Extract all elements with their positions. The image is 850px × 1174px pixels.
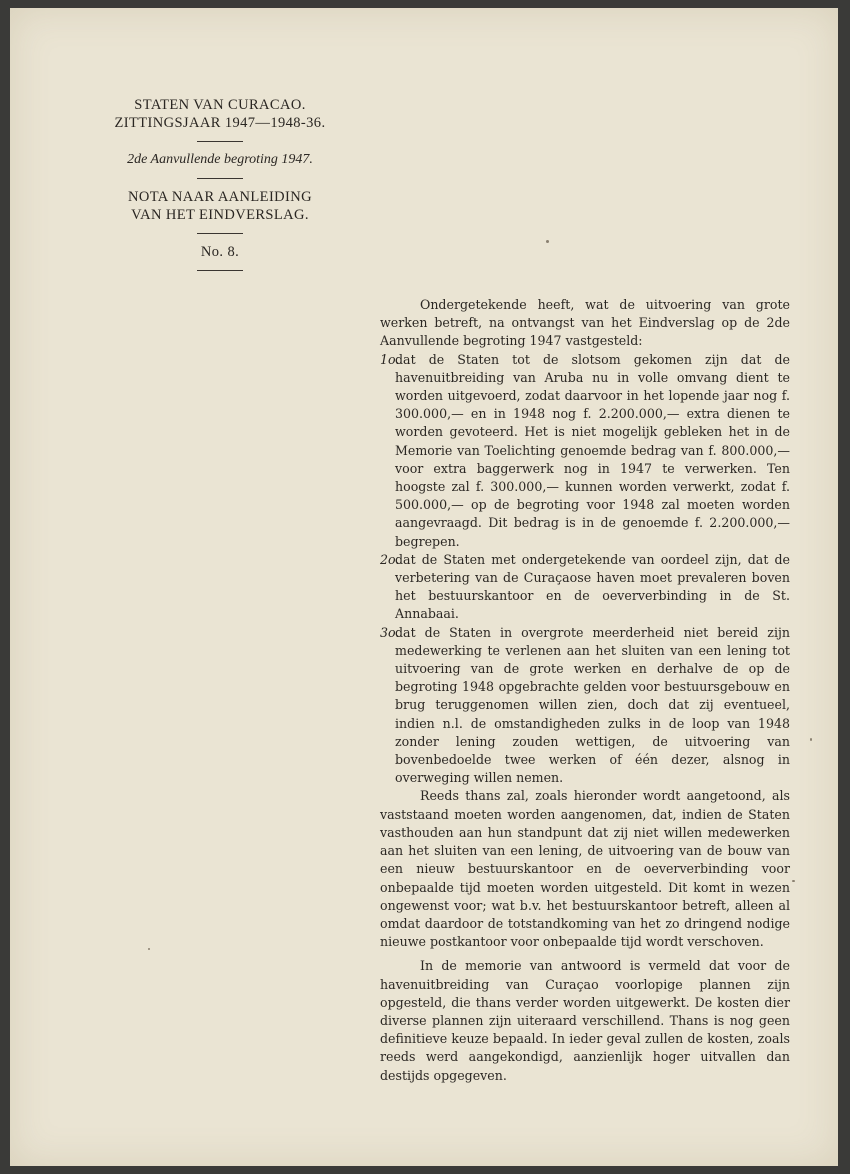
document-header <box>110 96 330 280</box>
list-item-text: dat de Staten in overgrote meerderheid niet bereid zijn medewerking te verlenen aan het sluiten van een lening tot uitvoering van de grote werken en derhalve de op de begroting 1948 opgebrachte gelden voor bestuursgebouw en brug teruggenomen willen zien, doch dat zij eventueel, indien n.l. de omstandigheden zulks in de loop van 1948 zonder lening zouden wettigen, de uitvoering van bovenbedoelde twee werken of één dezer, alsnog in overweging willen nemen. <box>395 624 790 786</box>
header-divider <box>197 270 243 271</box>
list-item <box>380 351 790 551</box>
body-paragraph-3: In de memorie van antwoord is vermeld dat voor de havenuitbreiding van Curaçao voorlopige plannen zijn opgesteld, die thans verder worden uitgewerkt. De kosten dier diverse plannen zijn uiteraard verschillend. Thans is nog geen definitieve keuze bepaald. In ieder geval zullen de kosten, zoals reeds werd aangekondigd, aanzienlijk hoger uitvallen dan destijds opgegeven. <box>380 958 790 1083</box>
header-number: No. 8. <box>200 244 240 260</box>
header-note-line2: VAN HET EINDVERSLAG. <box>131 207 309 223</box>
list-item <box>380 624 790 788</box>
list-item-text: dat de Staten met ondergetekende van oordeel zijn, dat de verbetering van de Curaçaose haven moet prevaleren boven het bestuurskantoor en de oeververbinding in de St. Annabaai. <box>395 551 790 622</box>
header-note-line1: NOTA NAAR AANLEIDING <box>127 189 313 205</box>
list-item-number: 1o. <box>380 351 400 367</box>
body-paragraph-2: Reeds thans zal, zoals hieronder wordt aangetoond, als vaststaand moeten worden aangenomen, dat, indien de Staten vasthouden aan hun standpunt dat zij niet willen medewerken aan het sluiten van een lening, de uitvoering van de bouw van een nieuw bestuurskantoor en de oeververbinding voor onbepaalde tijd moeten worden uitgesteld. Dit komt in wezen ongewenst voor; wat b.v. het bestuurskantoor betreft, alleen al omdat daardoor de totstandkoming van het zo dringend nodige nieuwe postkantoor voor onbepaalde tijd wordt verschoven. <box>380 788 790 950</box>
intro-paragraph: Ondergetekende heeft, wat de uitvoering van grote werken betreft, na ontvangst van het Eindverslag op de 2de Aanvullende begroting 1947 vastgesteld: <box>380 297 790 349</box>
list-item-number: 2o. <box>380 551 400 567</box>
list-item-text: dat de Staten tot de slotsom gekomen zijn dat de havenuitbreiding van Aruba nu in volle omvang dient te worden uitgevoerd, zodat daarvoor in het lopende jaar nog f. 300.000,— en in 1948 nog f. 2.200.000,— extra dienen te worden gevoteerd. Het is niet mogelijk gebleken het in de Memorie van Toelichting genoemde bedrag van f. 800.000,— voor extra baggerwerk nog in 1947 te verwerken. Ten hoogste zal f. 300.000,— kunnen worden verwerkt, zodat f. 500.000,— op de begroting voor 1948 zal moeten worden aangevraagd. Dit bedrag is in de genoemde f. 2.200.000,— begrepen. <box>395 351 790 549</box>
header-divider <box>197 141 243 142</box>
document-body <box>380 296 790 1085</box>
document-page <box>10 8 838 1166</box>
list-item-number: 3o. <box>380 624 400 640</box>
list-item <box>380 551 790 624</box>
header-divider <box>197 233 243 234</box>
header-title-line1: STATEN VAN CURACAO. <box>134 97 306 113</box>
paper-speck <box>810 738 812 741</box>
header-divider <box>197 178 243 179</box>
header-title-line2: ZITTINGSJAAR 1947—1948-36. <box>114 115 326 131</box>
header-subtitle: 2de Aanvullende begroting 1947. <box>127 152 313 167</box>
paper-speck <box>792 880 795 882</box>
paper-speck <box>546 240 549 243</box>
show-through-text <box>380 118 800 210</box>
paper-speck <box>148 948 150 950</box>
